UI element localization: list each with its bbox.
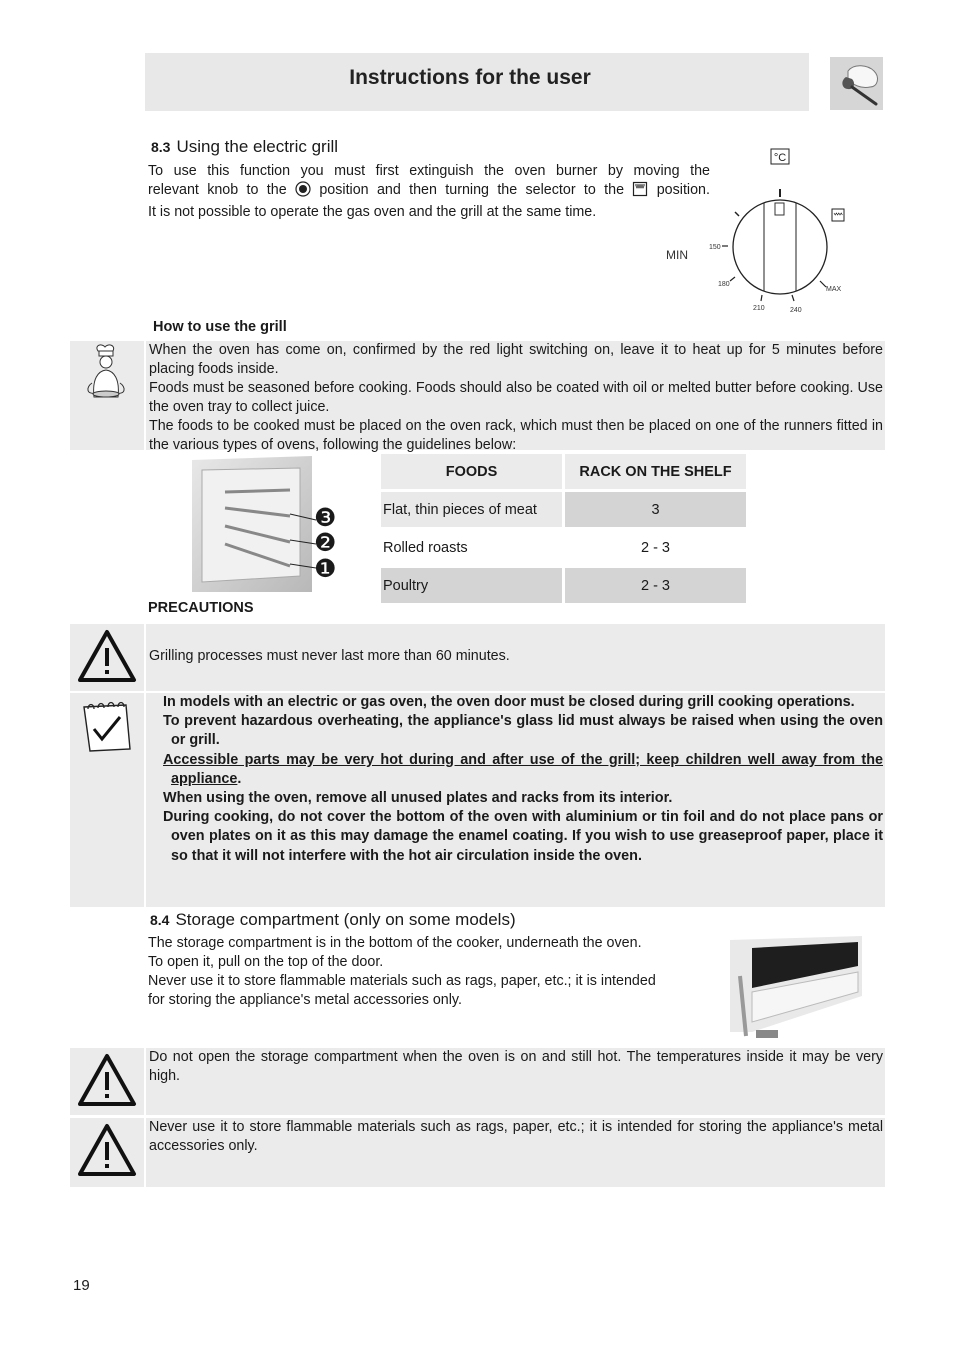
warning-icon-cell-1 <box>70 624 144 691</box>
section-8-3-text <box>148 162 710 222</box>
oven-runners-illustration <box>190 456 350 594</box>
temp-210: 210 <box>753 305 765 312</box>
celsius-label: °C <box>773 152 787 164</box>
note-icon-cell <box>70 693 144 907</box>
intro-line-3: It is not possible to operate the gas oven and the grill at the same time. <box>148 204 597 220</box>
note-door-closed: In models with an electric or gas oven, the oven door must be closed during grill cooking operations. <box>163 694 855 710</box>
runner-2-label: ❷ <box>314 529 337 557</box>
storage-line-1: The storage compartment is in the bottom of the cooker, underneath the oven. <box>148 935 642 951</box>
section-8-4-text <box>148 934 718 1010</box>
header-bar <box>145 53 809 111</box>
table-cell-rack: 2 - 3 <box>565 530 746 565</box>
temp-150: 150 <box>709 244 721 251</box>
notepad-check-icon <box>70 693 144 763</box>
note-remove-racks: When using the oven, remove all unused plates and racks from its interior. <box>163 790 673 807</box>
note-glass-lid: To prevent hazardous overheating, the appliance's glass lid must always be raised when using the oven or grill. <box>163 713 883 749</box>
precautions-heading: PRECAUTIONS <box>148 600 254 616</box>
table-header-rack: RACK ON THE SHELF <box>565 454 746 489</box>
grill-rack-table <box>378 451 749 606</box>
table-cell-rack: 3 <box>565 492 746 527</box>
grill-symbol-icon <box>632 181 648 203</box>
min-label: MIN <box>666 248 688 262</box>
howto-text <box>146 341 885 453</box>
page-number: 19 <box>73 1277 90 1294</box>
warning-grill-duration: Grilling processes must never last more than 60 minutes. <box>146 624 885 691</box>
howto-heading: How to use the grill <box>153 319 287 335</box>
warning-icon-cell-3 <box>70 1118 144 1187</box>
howto-p3: The foods to be cooked must be placed on the oven rack, which must then be placed on one of the runners fitted in the various types of ovens, following the guidelines below: <box>149 418 883 453</box>
storage-line-3: Never use it to store flammable materials such as rags, paper, etc.; it is intended <box>148 973 656 989</box>
temp-240: 240 <box>790 307 802 314</box>
section-8-3-title: 8.3 Using the electric grill <box>151 137 339 156</box>
table-cell-food: Rolled roasts <box>381 530 562 565</box>
warning-icon-cell-2 <box>70 1048 144 1115</box>
warning-triangle-icon <box>70 1118 144 1187</box>
spoon-whisk-icon <box>830 57 883 110</box>
table-row <box>381 492 746 527</box>
temp-180: 180 <box>718 281 730 288</box>
intro-line-1: To use this function you must first extinguish the oven burner by moving the <box>148 163 710 179</box>
table-cell-food: Poultry <box>381 568 562 603</box>
runner-1-label: ❶ <box>314 555 337 583</box>
table-row <box>381 530 746 565</box>
warning-storage-hot: Do not open the storage compartment when the oven is on and still hot. The temperatures inside it may be very high. <box>146 1048 885 1115</box>
runner-3-label: ❸ <box>314 504 337 532</box>
table-header-row <box>381 454 746 489</box>
chef-icon-cell <box>70 341 144 450</box>
storage-compartment-illustration <box>716 936 864 1040</box>
storage-line-4: for storing the appliance's metal accessories only. <box>148 992 462 1008</box>
table-cell-food: Flat, thin pieces of meat <box>381 492 562 527</box>
section-8-4-title: 8.4 Storage compartment (only on some models) <box>150 910 516 929</box>
howto-p2: Foods must be seasoned before cooking. Foods should also be coated with oil or melted butter before cooking. Use the oven tray to collect juice. <box>149 380 883 415</box>
intro-line-2: relevant knob to the position and then turning the selector to the position. <box>148 181 710 203</box>
knob-off-icon <box>295 181 311 203</box>
grill-knob-diagram <box>660 145 850 315</box>
warning-storage-flammable: Never use it to store flammable materials such as rags, paper, etc.; it is intended for storing the appliance's metal accessories only. <box>146 1118 885 1187</box>
note-foil: During cooking, do not cover the bottom of the oven with aluminium or tin foil and do not place pans or oven plates on it as this may damage the enamel coating. If you wish to use greaseproof paper, place it so that it will not interfere with the hot air circulation inside the oven. <box>163 809 883 864</box>
table-cell-rack: 2 - 3 <box>565 568 746 603</box>
howto-p1: When the oven has come on, confirmed by the red light switching on, leave it to heat up for 5 minutes before placing foods inside. <box>149 342 883 377</box>
table-row <box>381 568 746 603</box>
page-title: Instructions for the user <box>349 66 591 89</box>
warning-triangle-icon <box>70 624 144 691</box>
warning-triangle-icon <box>70 1048 144 1115</box>
storage-line-2: To open it, pull on the top of the door. <box>148 954 384 970</box>
table-header-foods: FOODS <box>381 454 562 489</box>
chef-icon <box>70 341 144 450</box>
max-label: MAX <box>826 286 842 293</box>
note-hot-parts: Accessible parts may be very hot during and after use of the grill; keep children well away from the appliance. <box>163 751 883 787</box>
grill-table <box>378 451 749 606</box>
precautions-notes <box>146 693 885 907</box>
